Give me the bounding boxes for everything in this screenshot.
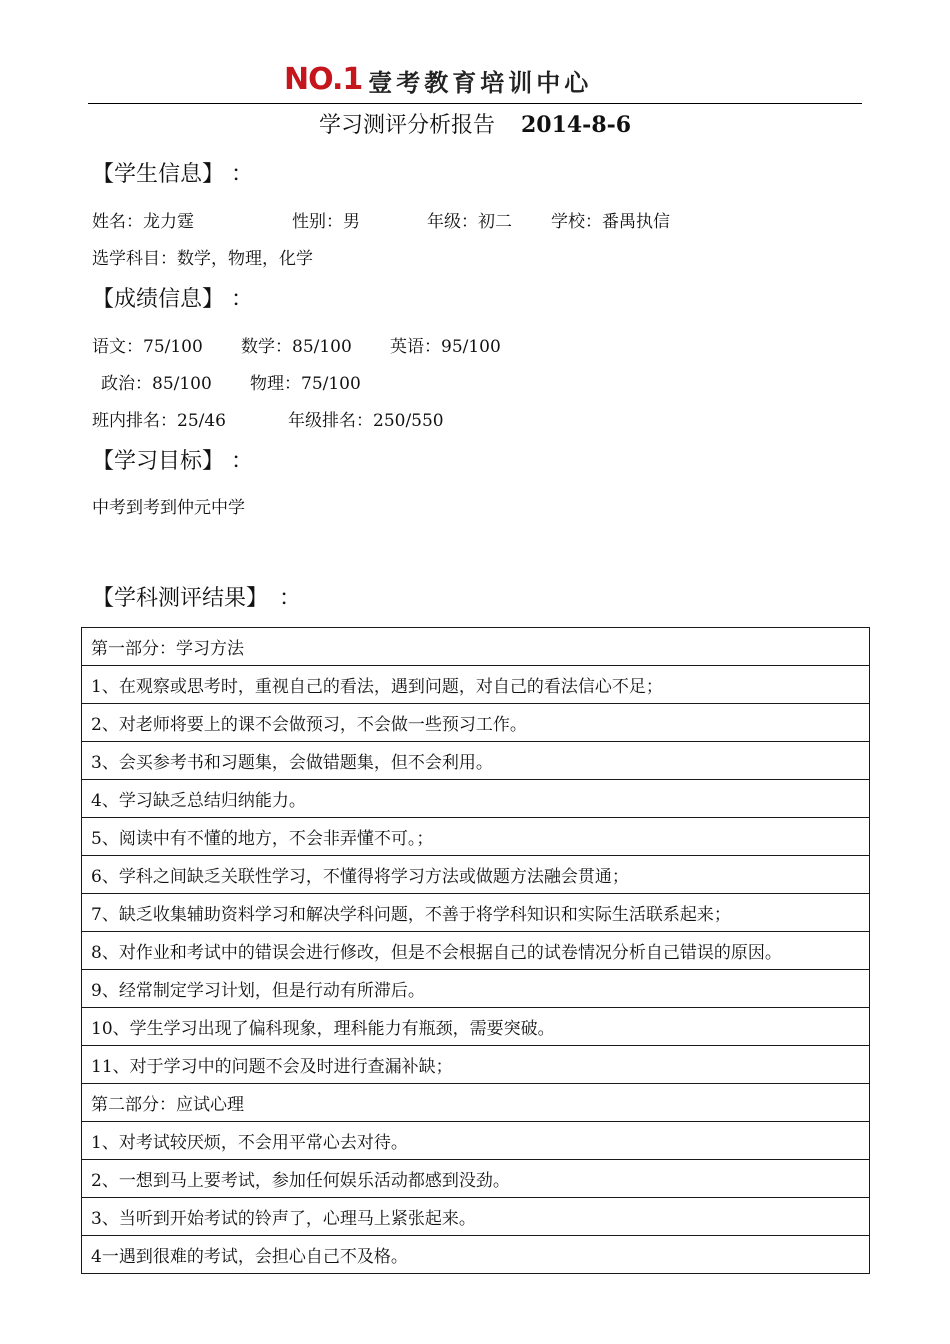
- table-cell: 第一部分：学习方法: [82, 628, 870, 666]
- table-row: [82, 704, 870, 742]
- table-row: [82, 628, 870, 666]
- table-cell: 4、学习缺乏总结归纳能力。: [82, 780, 870, 818]
- table-cell: 1、在观察或思考时，重视自己的看法，遇到问题，对自己的看法信心不足；: [82, 666, 870, 704]
- table-cell: 第二部分：应试心理: [82, 1084, 870, 1122]
- header-rule: [88, 103, 862, 104]
- student-grade: 年级：初二: [427, 212, 512, 232]
- table-cell: 5、阅读中有不懂的地方，不会非弄懂不可。；: [82, 818, 870, 856]
- score-english: 英语：95/100: [390, 337, 501, 357]
- table-cell: 7、缺乏收集辅助资料学习和解决学科问题，不善于将学科知识和实际生活联系起来；: [82, 894, 870, 932]
- report-title: [0, 111, 950, 140]
- goal-colon: ：: [231, 449, 254, 474]
- table-row: [82, 780, 870, 818]
- table-row: [82, 1046, 870, 1084]
- score-physics: 物理：75/100: [250, 374, 361, 394]
- student-school: 学校：番禺执信: [551, 212, 670, 232]
- table-row: [82, 1008, 870, 1046]
- report-date: 2014-8-6: [520, 112, 632, 138]
- table-row: [82, 1084, 870, 1122]
- student-name: 姓名：龙力霆: [92, 212, 194, 232]
- results-table: [81, 627, 870, 1274]
- brand-logo: [284, 64, 620, 96]
- logo-text: 壹考教育培训中心: [368, 68, 593, 97]
- scores-colon: ：: [231, 287, 254, 312]
- goal-text: 中考到考到仲元中学: [92, 498, 245, 518]
- table-row: [82, 970, 870, 1008]
- table-cell: 9、经常制定学习计划，但是行动有所滞后。: [82, 970, 870, 1008]
- results-colon: ：: [279, 586, 302, 611]
- student-info-heading: [92, 161, 253, 189]
- results-table-body: [82, 628, 870, 1274]
- table-row: [82, 894, 870, 932]
- grade-rank: 年级排名：250/550: [288, 411, 444, 431]
- score-math: 数学：85/100: [241, 337, 352, 357]
- student-subjects: 选学科目：数学，物理，化学: [92, 249, 313, 269]
- student-info-heading-text: 【学生信息】: [92, 162, 214, 187]
- score-chinese: 语文：75/100: [92, 337, 203, 357]
- score-politics: 政治：85/100: [101, 374, 212, 394]
- goal-heading: [92, 448, 253, 476]
- goal-heading-text: 【学习目标】: [92, 449, 214, 474]
- table-cell: 3、会买参考书和习题集，会做错题集，但不会利用。: [82, 742, 870, 780]
- table-row: [82, 1198, 870, 1236]
- results-heading-text: 【学科测评结果】: [92, 586, 258, 611]
- table-row: [82, 666, 870, 704]
- table-cell: 2、一想到马上要考试，参加任何娱乐活动都感到没劲。: [82, 1160, 870, 1198]
- results-heading: [92, 585, 301, 613]
- table-row: [82, 932, 870, 970]
- table-row: [82, 856, 870, 894]
- class-rank: 班内排名：25/46: [92, 411, 226, 431]
- scores-heading: [92, 286, 253, 314]
- table-row: [82, 1122, 870, 1160]
- table-cell: 6、学科之间缺乏关联性学习，不懂得将学习方法或做题方法融会贯通；: [82, 856, 870, 894]
- student-gender: 性别：男: [292, 212, 360, 232]
- table-row: [82, 742, 870, 780]
- table-cell: 1、对考试较厌烦，不会用平常心去对待。: [82, 1122, 870, 1160]
- scores-heading-text: 【成绩信息】: [92, 287, 214, 312]
- table-cell: 4一遇到很难的考试，会担心自己不及格。: [82, 1236, 870, 1274]
- table-cell: 10、学生学习出现了偏科现象，理科能力有瓶颈，需要突破。: [82, 1008, 870, 1046]
- table-cell: 8、对作业和考试中的错误会进行修改，但是不会根据自己的试卷情况分析自己错误的原因。: [82, 932, 870, 970]
- table-cell: 2、对老师将要上的课不会做预习，不会做一些预习工作。: [82, 704, 870, 742]
- table-row: [82, 818, 870, 856]
- report-title-text: 学习测评分析报告: [318, 113, 495, 138]
- table-row: [82, 1160, 870, 1198]
- table-cell: 11、对于学习中的问题不会及时进行查漏补缺；: [82, 1046, 870, 1084]
- logo-mark: NO.1: [284, 62, 363, 97]
- table-cell: 3、当听到开始考试的铃声了，心理马上紧张起来。: [82, 1198, 870, 1236]
- student-info-colon: ：: [231, 162, 254, 187]
- table-row: [82, 1236, 870, 1274]
